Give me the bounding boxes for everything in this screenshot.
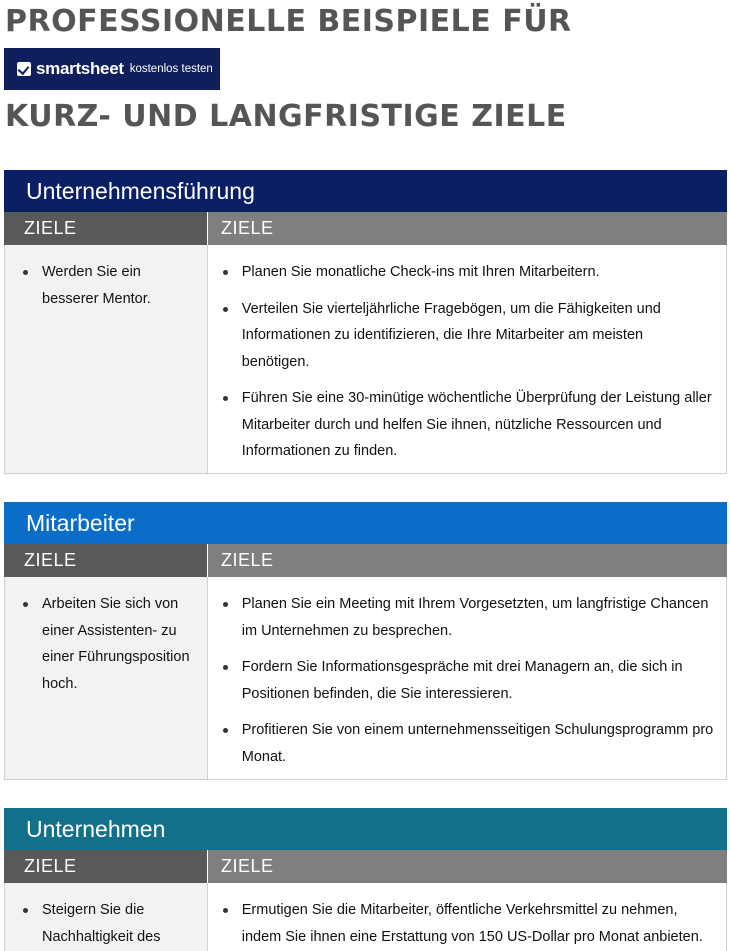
- section-mitarbeiter: [4, 502, 727, 780]
- page-title-line-1: PROFESSIONELLE BEISPIELE FÜR: [5, 4, 572, 39]
- column-header-long-term: ZIELE: [207, 212, 727, 245]
- goal-item: Steigern Sie die Nachhaltigkeit des: [21, 897, 199, 950]
- goals-row: [4, 577, 727, 780]
- goal-item: Planen Sie ein Meeting mit Ihrem Vorgesetzten, um langfristige Chancen im Unternehmen zu besprechen.: [221, 591, 714, 644]
- column-headers: [4, 212, 727, 245]
- goal-item: Planen Sie monatliche Check-ins mit Ihren Mitarbeitern.: [221, 259, 714, 286]
- section-title: Unternehmen: [4, 808, 727, 850]
- goal-item: Profitieren Sie von einem unternehmensseitigen Schulungsprogramm pro Monat.: [221, 717, 714, 770]
- goal-item: Fordern Sie Informationsgespräche mit drei Managern an, die sich in Positionen befinden, die Sie interessieren.: [221, 654, 714, 707]
- goals-row: [4, 883, 727, 951]
- column-headers: [4, 850, 727, 883]
- long-term-goals-cell: [208, 883, 726, 951]
- goal-item: Arbeiten Sie sich von einer Assistenten- zu einer Führungsposition hoch.: [21, 591, 199, 697]
- column-header-short-term: ZIELE: [4, 544, 207, 577]
- long-term-goals-cell: [208, 577, 726, 779]
- logo-name: smartsheet: [36, 59, 124, 78]
- goal-item: Verteilen Sie vierteljährliche Fragebögen, um die Fähigkeiten und Informationen zu identifizieren, die Ihre Mitarbeiter am meisten benötigen.: [221, 296, 714, 376]
- logo-cta: kostenlos testen: [129, 63, 213, 75]
- goals-row: [4, 245, 727, 474]
- page-title-line-2: KURZ- UND LANGFRISTIGE ZIELE: [5, 99, 567, 134]
- goal-item: Werden Sie ein besserer Mentor.: [21, 259, 199, 312]
- column-header-short-term: ZIELE: [4, 850, 207, 883]
- column-header-short-term: ZIELE: [4, 212, 207, 245]
- column-headers: [4, 544, 727, 577]
- column-header-long-term: ZIELE: [207, 544, 727, 577]
- short-term-goals-cell: [5, 883, 208, 951]
- section-unternehmen: [4, 808, 727, 951]
- short-term-goals-cell: [5, 577, 208, 779]
- column-header-long-term: ZIELE: [207, 850, 727, 883]
- goal-item: Ermutigen Sie die Mitarbeiter, öffentliche Verkehrsmittel zu nehmen, indem Sie ihnen eine Erstattung von 150 US-Dollar pro Monat anbieten.: [221, 897, 714, 950]
- short-term-goals-cell: [5, 245, 208, 473]
- smartsheet-check-icon: [17, 62, 31, 76]
- section-title: Mitarbeiter: [4, 502, 727, 544]
- section-title: Unternehmensführung: [4, 170, 727, 212]
- section-unternehmensfuehrung: [4, 170, 727, 474]
- smartsheet-trial-button[interactable]: [4, 48, 220, 90]
- long-term-goals-cell: [208, 245, 726, 473]
- goal-item: Führen Sie eine 30-minütige wöchentliche Überprüfung der Leistung aller Mitarbeiter durch und helfen Sie ihnen, nützliche Ressourcen und Informationen zu finden.: [221, 385, 714, 465]
